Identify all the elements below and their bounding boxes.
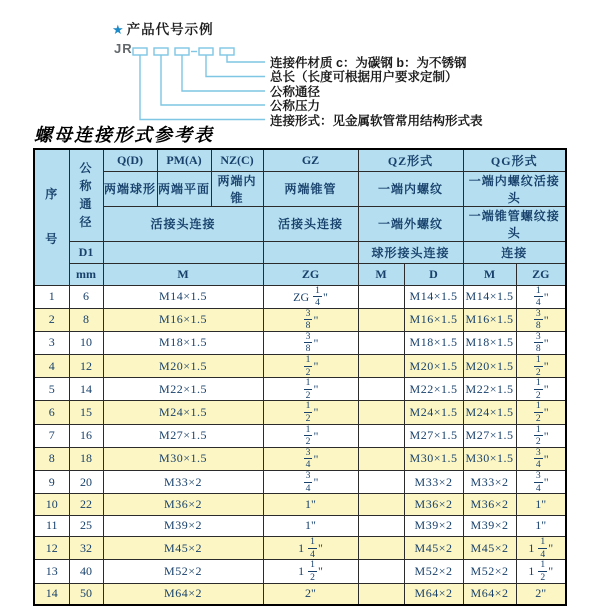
qg-zg-cell: $\frac{1}{4}$ ": [516, 285, 566, 308]
m-cell: M24×1.5: [103, 401, 263, 424]
qg-zg-cell: 1 $\frac{1}{4}$ ": [516, 537, 566, 560]
qz-m-cell: [358, 583, 404, 605]
qg-m-cell: M64×2: [463, 583, 516, 605]
header-col-q: Q(D): [103, 149, 157, 171]
header-gz-desc: 两端锥管: [263, 171, 358, 206]
qg-m-cell: M39×2: [463, 515, 516, 537]
header-qz-connection: 球形接头连接: [358, 241, 463, 263]
table-row: [34, 308, 566, 331]
header-empty-span: [103, 241, 263, 263]
dn-cell: 8: [69, 308, 103, 331]
m-cell: M30×1.5: [103, 447, 263, 470]
seq-cell: 6: [34, 401, 69, 424]
qz-m-cell: [358, 285, 404, 308]
code-box-3: [175, 48, 189, 55]
dn-cell: 32: [69, 537, 103, 560]
header-gz-union: 活接头连接: [263, 206, 358, 241]
qg-zg-cell: $\frac{3}{8}$ ": [516, 308, 566, 331]
label-nominal-pressure: 公称压力: [270, 99, 321, 113]
qz-d-cell: M27×1.5: [404, 424, 463, 447]
lead-line-diameter: [182, 55, 265, 91]
gz-cell: 2": [263, 583, 358, 605]
code-prefix: JR: [114, 41, 133, 56]
qg-zg-cell: $\frac{3}{4}$ ": [516, 471, 566, 494]
header-col-pm: PM(A): [157, 149, 211, 171]
qg-zg-cell: 1": [516, 494, 566, 516]
qg-m-cell: M52×2: [463, 560, 516, 583]
code-box-2: [154, 48, 168, 55]
header-qz-desc1: 一端内螺纹: [358, 171, 463, 206]
m-cell: M18×1.5: [103, 331, 263, 354]
qz-m-cell: [358, 515, 404, 537]
qg-m-cell: M45×2: [463, 537, 516, 560]
header-col-qg: QG形式: [463, 149, 566, 171]
qz-d-cell: M30×1.5: [404, 447, 463, 470]
code-box-1: [133, 48, 147, 55]
qg-m-cell: M16×1.5: [463, 308, 516, 331]
gz-cell: 1": [263, 494, 358, 516]
header-qz-d: D: [404, 263, 463, 285]
m-cell: M45×2: [103, 537, 263, 560]
table-row: [34, 494, 566, 516]
dn-cell: 15: [69, 401, 103, 424]
dn-cell: 10: [69, 331, 103, 354]
dn-cell: 20: [69, 471, 103, 494]
header-zg: ZG: [263, 263, 358, 285]
seq-cell: 11: [34, 515, 69, 537]
header-qg-zg: ZG: [516, 263, 566, 285]
code-box-5: [220, 48, 234, 55]
table-row: [34, 401, 566, 424]
qz-d-cell: M18×1.5: [404, 331, 463, 354]
lead-line-material: [227, 55, 265, 62]
table-row: [34, 515, 566, 537]
m-cell: M36×2: [103, 494, 263, 516]
header-seq: 序 号: [34, 149, 69, 285]
dn-cell: 25: [69, 515, 103, 537]
qg-zg-cell: $\frac{3}{4}$ ": [516, 447, 566, 470]
label-material: 连接件材质 c：为碳钢 b：为不锈钢: [270, 55, 467, 70]
lead-line-form: [140, 55, 265, 120]
qz-d-cell: M39×2: [404, 515, 463, 537]
header-qg-desc2: 一端锥管螺纹接头: [463, 206, 566, 241]
qz-m-cell: [358, 401, 404, 424]
qz-m-cell: [358, 560, 404, 583]
seq-cell: 14: [34, 583, 69, 605]
qg-zg-cell: $\frac{1}{2}$ ": [516, 378, 566, 401]
m-cell: M33×2: [103, 471, 263, 494]
m-cell: M14×1.5: [103, 285, 263, 308]
dn-cell: 50: [69, 583, 103, 605]
qz-m-cell: [358, 471, 404, 494]
label-connection-form: 连接形式：见金属软管常用结构形式表: [270, 113, 483, 128]
table-title: 螺母连接形式参考表: [34, 125, 214, 145]
seq-cell: 12: [34, 537, 69, 560]
seq-cell: 8: [34, 447, 69, 470]
table-row: [34, 537, 566, 560]
qz-d-cell: M14×1.5: [404, 285, 463, 308]
header-union-connection: 活接头连接: [103, 206, 263, 241]
qg-zg-cell: 1 $\frac{1}{2}$ ": [516, 560, 566, 583]
qz-m-cell: [358, 494, 404, 516]
qg-m-cell: M36×2: [463, 494, 516, 516]
dn-cell: 18: [69, 447, 103, 470]
gz-cell: 1": [263, 515, 358, 537]
gz-cell: 1 $\frac{1}{2}$ ": [263, 560, 358, 583]
code-box-4: [199, 48, 213, 55]
qg-m-cell: M24×1.5: [463, 401, 516, 424]
header-qg-desc1: 一端内螺纹活接头: [463, 171, 566, 206]
table-row: [34, 471, 566, 494]
gz-cell: $\frac{1}{2}$ ": [263, 401, 358, 424]
dn-cell: 6: [69, 285, 103, 308]
qg-m-cell: M27×1.5: [463, 424, 516, 447]
qg-zg-cell: 2": [516, 583, 566, 605]
m-cell: M22×1.5: [103, 378, 263, 401]
qg-zg-cell: 1": [516, 515, 566, 537]
seq-cell: 7: [34, 424, 69, 447]
label-total-length: 总长（长度可根据用户要求定制）: [270, 70, 458, 84]
header-mm: mm: [69, 263, 103, 285]
gz-cell: ZG $\frac{1}{4}$ ": [263, 285, 358, 308]
gz-cell: $\frac{1}{2}$ ": [263, 424, 358, 447]
qg-zg-cell: $\frac{3}{8}$ ": [516, 331, 566, 354]
gz-cell: $\frac{3}{4}$ ": [263, 471, 358, 494]
diagram-title: [112, 18, 214, 38]
gz-cell: $\frac{3}{4}$ ": [263, 447, 358, 470]
seq-cell: 10: [34, 494, 69, 516]
dn-cell: 16: [69, 424, 103, 447]
table-row: [34, 378, 566, 401]
seq-cell: 13: [34, 560, 69, 583]
qz-d-cell: M64×2: [404, 583, 463, 605]
dn-cell: 40: [69, 560, 103, 583]
header-qz-desc2: 一端外螺纹: [358, 206, 463, 241]
table-row: [34, 560, 566, 583]
seq-cell: 9: [34, 471, 69, 494]
header-col-gz: GZ: [263, 149, 358, 171]
qz-m-cell: [358, 355, 404, 378]
qg-m-cell: M14×1.5: [463, 285, 516, 308]
header-empty-gz: [263, 241, 358, 263]
qg-m-cell: M22×1.5: [463, 378, 516, 401]
m-cell: M16×1.5: [103, 308, 263, 331]
header-col-qz: QZ形式: [358, 149, 463, 171]
qz-m-cell: [358, 537, 404, 560]
qz-d-cell: M52×2: [404, 560, 463, 583]
seq-cell: 2: [34, 308, 69, 331]
header-qg-m: M: [463, 263, 516, 285]
seq-cell: 4: [34, 355, 69, 378]
qg-zg-cell: $\frac{1}{2}$ ": [516, 401, 566, 424]
nut-connection-table: [33, 148, 567, 606]
qz-d-cell: M45×2: [404, 537, 463, 560]
gz-cell: $\frac{1}{2}$ ": [263, 355, 358, 378]
dn-cell: 12: [69, 355, 103, 378]
header-pm-desc: 两端平面: [157, 171, 211, 206]
table-row: [34, 331, 566, 354]
m-cell: M52×2: [103, 560, 263, 583]
lead-line-length: [206, 55, 265, 77]
header-nz-desc: 两端内锥: [211, 171, 263, 206]
seq-cell: 3: [34, 331, 69, 354]
qz-m-cell: [358, 378, 404, 401]
gz-cell: $\frac{3}{8}$ ": [263, 331, 358, 354]
qz-d-cell: M20×1.5: [404, 355, 463, 378]
qz-m-cell: [358, 308, 404, 331]
seq-cell: 5: [34, 378, 69, 401]
m-cell: M64×2: [103, 583, 263, 605]
qg-zg-cell: $\frac{1}{2}$ ": [516, 424, 566, 447]
table-body: [34, 285, 566, 605]
qz-m-cell: [358, 331, 404, 354]
gz-cell: $\frac{1}{2}$ ": [263, 378, 358, 401]
qg-zg-cell: $\frac{1}{2}$ ": [516, 355, 566, 378]
table-row: [34, 447, 566, 470]
diagram-title-text: 产品代号示例: [126, 22, 214, 37]
table-row: [34, 355, 566, 378]
header-qg-connection: 连接: [463, 241, 566, 263]
qz-d-cell: M22×1.5: [404, 378, 463, 401]
qz-m-cell: [358, 447, 404, 470]
dn-cell: 14: [69, 378, 103, 401]
m-cell: M20×1.5: [103, 355, 263, 378]
header-d1: D1: [69, 241, 103, 263]
star-icon: ★: [112, 22, 125, 37]
header-q-desc: 两端球形: [103, 171, 157, 206]
qz-d-cell: M36×2: [404, 494, 463, 516]
qg-m-cell: M30×1.5: [463, 447, 516, 470]
header-m-span: M: [103, 263, 263, 285]
gz-cell: 1 $\frac{1}{4}$ ": [263, 537, 358, 560]
qz-d-cell: M33×2: [404, 471, 463, 494]
table-row: [34, 583, 566, 605]
gz-cell: $\frac{3}{8}$ ": [263, 308, 358, 331]
m-cell: M27×1.5: [103, 424, 263, 447]
qg-m-cell: M33×2: [463, 471, 516, 494]
seq-cell: 1: [34, 285, 69, 308]
qg-m-cell: M18×1.5: [463, 331, 516, 354]
table-row: [34, 424, 566, 447]
header-nominal-diameter: 公 称 通 径: [69, 149, 103, 241]
qz-d-cell: M16×1.5: [404, 308, 463, 331]
header-col-nz: NZ(C): [211, 149, 263, 171]
qg-m-cell: M20×1.5: [463, 355, 516, 378]
qz-d-cell: M24×1.5: [404, 401, 463, 424]
qz-m-cell: [358, 424, 404, 447]
label-nominal-diameter: 公称通径: [270, 84, 321, 99]
dn-cell: 22: [69, 494, 103, 516]
m-cell: M39×2: [103, 515, 263, 537]
header-qz-m: M: [358, 263, 404, 285]
table-row: [34, 285, 566, 308]
